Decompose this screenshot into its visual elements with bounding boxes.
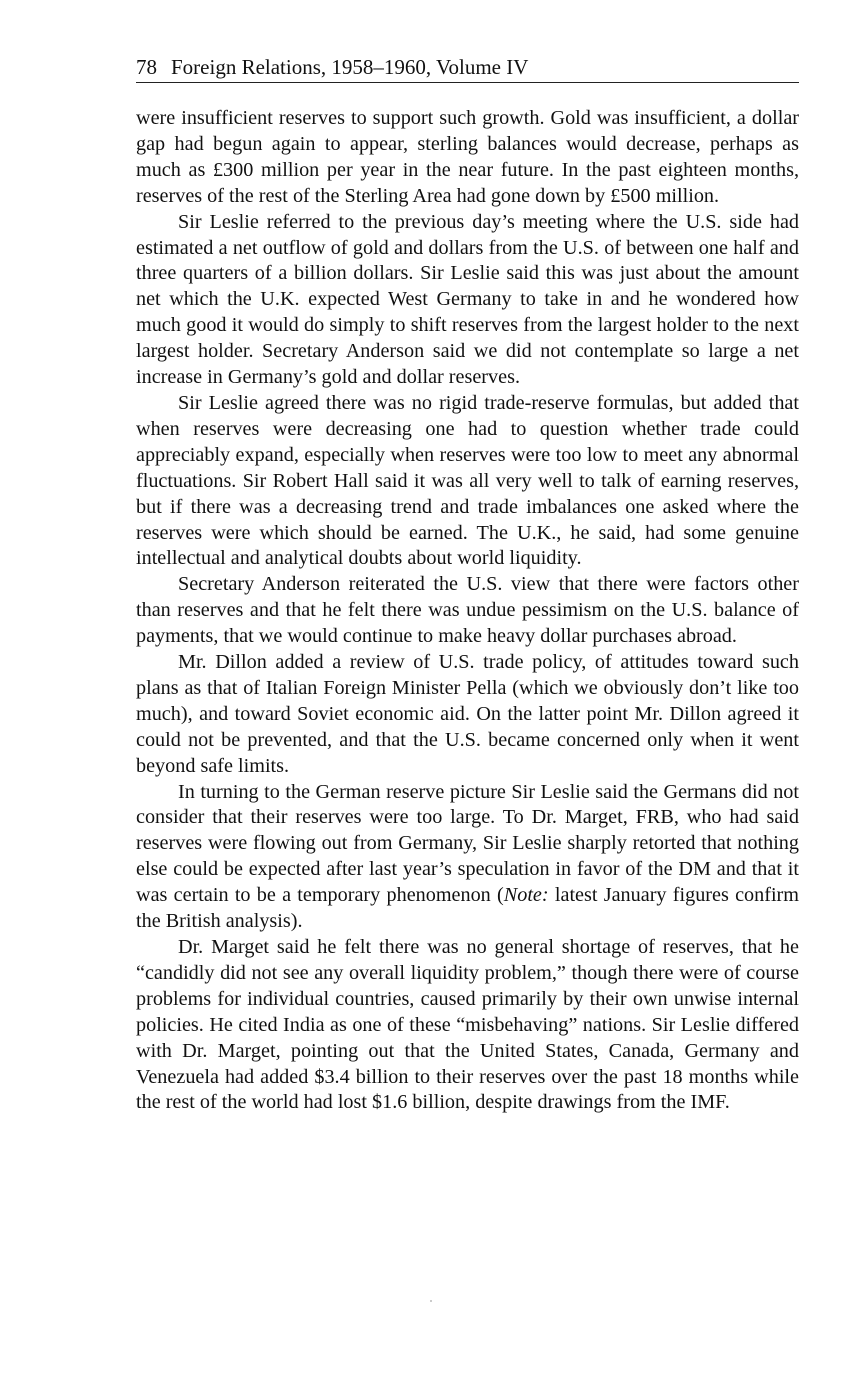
- german-reserves-text-after: latest January figures confirm the British analysis).: [136, 884, 799, 933]
- note-label: Note:: [503, 884, 549, 907]
- document-page: [136, 52, 799, 1116]
- body-text: [136, 106, 799, 1116]
- paragraph-net-outflow: Sir Leslie referred to the previous day’s meeting where the U.S. side had estimated a net outflow of gold and dollars from the U.S. of between one half and three quarters of a billion dollars. Sir Leslie said this was just about the amount net which the U.K. expected West Germany to take in and he wondered how much good it would do simply to shift reserves from the largest holder to the next largest holder. Secretary Anderson said we did not contemplate so large a net increase in Germany’s gold and dollar reserves.: [136, 210, 799, 389]
- page-number: 78: [136, 55, 157, 79]
- scan-speck: [430, 1300, 432, 1302]
- german-reserves-text-before: In turning to the German reserve picture Sir Leslie said the Germans did not consider that their reserves were too large. To Dr. Marget, FRB, who had said reserves were flowing out from Germany, Sir Leslie sharply retorted that nothing else could be expected after last year’s speculation in favor of the DM and that it was certain to be a temporary phenomenon (: [136, 780, 799, 907]
- paragraph-continuation: were insufficient reserves to support such growth. Gold was insufficient, a dollar gap had begun again to appear, sterling balances would decrease, perhaps as much as £300 million per year in the near future. In the past eighteen months, reserves of the rest of the Sterling Area had gone down by £500 million.: [136, 107, 799, 207]
- paragraph-trade-reserve: Sir Leslie agreed there was no rigid trade-reserve formulas, but added that when reserves were decreasing one had to question whether trade could appreciably expand, especially when reserves were too low to meet any abnormal fluctuations. Sir Robert Hall said it was all very well to talk of earning reserves, but if there was a decreasing trend and trade imbalances one asked where the reserves were which should be earned. The U.K., he said, had some genuine intellectual and analytical doubts about world liquidity.: [136, 391, 799, 570]
- paragraph-anderson-view: Secretary Anderson reiterated the U.S. view that there were factors other than reserves and that he felt there was undue pessimism on the U.S. balance of payments, that we would continue to make heavy dollar purchases abroad.: [136, 573, 799, 648]
- paragraph-german-reserves: [136, 780, 799, 935]
- paragraph-dillon-trade-policy: Mr. Dillon added a review of U.S. trade policy, of attitudes toward such plans as that of Italian Foreign Minister Pella (which we obviously don’t like too much), and toward Soviet economic aid. On the latter point Mr. Dillon agreed it could not be prevented, and that the U.S. became concerned only when it went beyond safe limits.: [136, 651, 799, 777]
- running-header: [136, 52, 799, 83]
- paragraph-marget-liquidity: Dr. Marget said he felt there was no general shortage of reserves, that he “candidly did not see any overall liquidity problem,” though there were of course problems for individual countries, caused primarily by their own unwise internal policies. He cited India as one of these “misbehaving” nations. Sir Leslie differed with Dr. Marget, pointing out that the United States, Canada, Germany and Venezuela had added $3.4 billion to their reserves over the past 18 months while the rest of the world had lost $1.6 billion, despite drawings from the IMF.: [136, 936, 799, 1114]
- publication-title: Foreign Relations, 1958–1960, Volume IV: [171, 55, 529, 79]
